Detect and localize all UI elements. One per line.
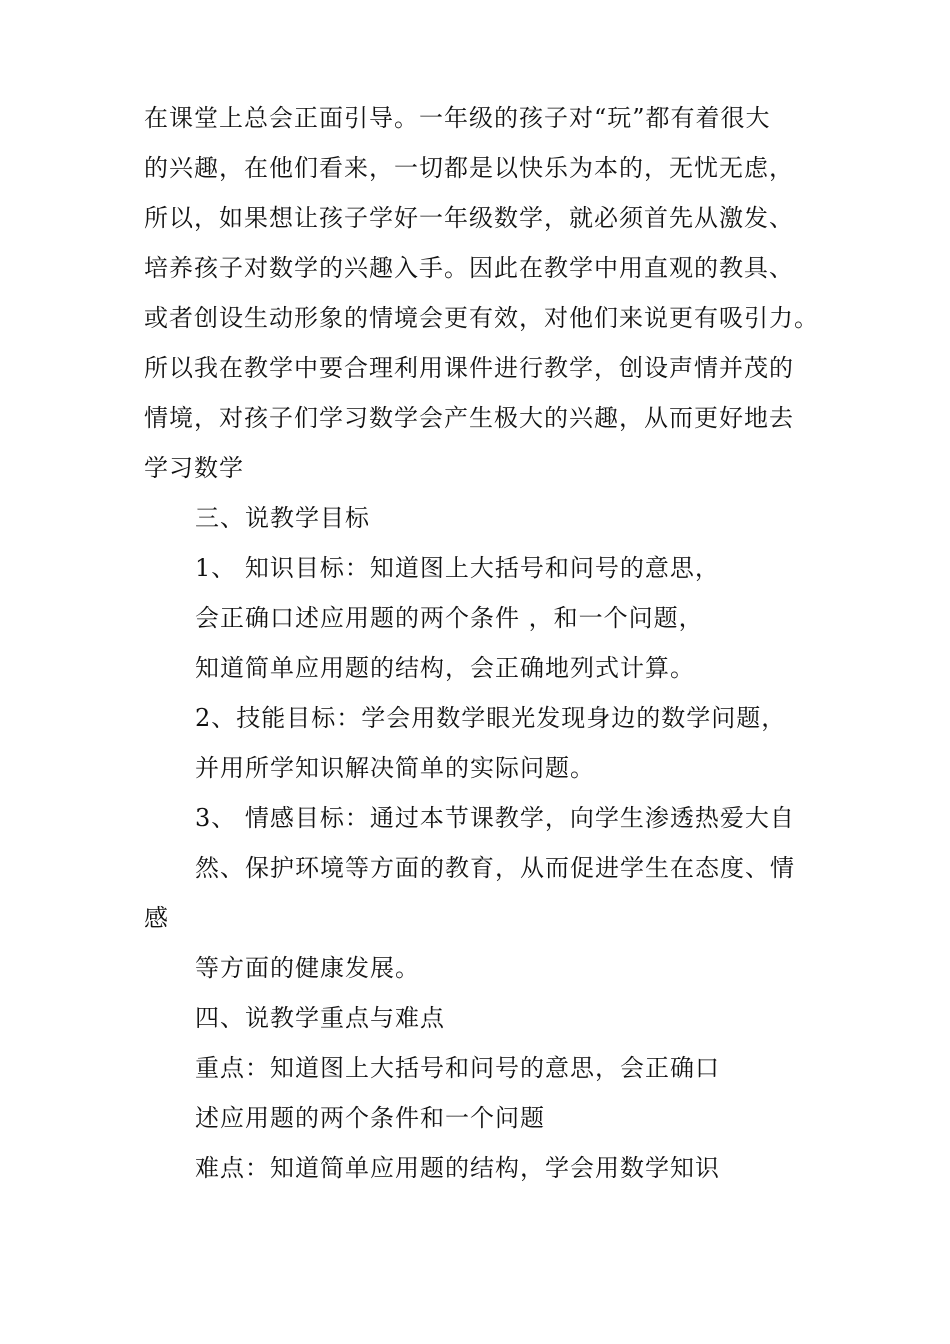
section-heading: 三、说教学目标 (195, 504, 370, 532)
paragraph-line: 或者创设生动形象的情境会更有效，对他们来说更有吸引力。 (144, 304, 819, 332)
paragraph-line: 培养孩子对数学的兴趣入手。因此在教学中用直观的教具、 (144, 254, 794, 282)
paragraph-line: 重点：知道图上大括号和问号的意思，会正确口 (195, 1054, 720, 1082)
list-item: 感 (144, 904, 169, 932)
list-item: 然、保护环境等方面的教育，从而促进学生在态度、情 (195, 854, 795, 882)
paragraph-line: 的兴趣，在他们看来，一切都是以快乐为本的，无忧无虑， (144, 154, 794, 182)
list-item: 会正确口述应用题的两个条件 ，和一个问题， (195, 604, 704, 632)
list-item: 知道简单应用题的结构，会正确地列式计算。 (195, 654, 695, 682)
paragraph-line: 所以，如果想让孩子学好一年级数学，就必须首先从激发、 (144, 204, 794, 232)
paragraph-line: 述应用题的两个条件和一个问题 (195, 1104, 545, 1132)
paragraph-line: 在课堂上总会正面引导。一年级的孩子对“玩”都有着很大 (144, 104, 771, 132)
paragraph-line: 所以我在教学中要合理利用课件进行教学，创设声情并茂的 (144, 354, 794, 382)
list-item: 并用所学知识解决简单的实际问题。 (195, 754, 595, 782)
section-heading: 四、说教学重点与难点 (195, 1004, 445, 1032)
paragraph-line: 情境，对孩子们学习数学会产生极大的兴趣，从而更好地去 (144, 404, 794, 432)
paragraph-line: 难点：知道简单应用题的结构，学会用数学知识 (195, 1154, 720, 1182)
paragraph-line: 学习数学 (144, 454, 244, 482)
list-item: 等方面的健康发展。 (195, 954, 420, 982)
list-item: 2、技能目标：学会用数学眼光发现身边的数学问题， (195, 704, 787, 732)
list-item: 3、 情感目标：通过本节课教学，向学生渗透热爱大自 (195, 804, 795, 832)
list-item: 1、 知识目标：知道图上大括号和问号的意思， (195, 554, 720, 582)
